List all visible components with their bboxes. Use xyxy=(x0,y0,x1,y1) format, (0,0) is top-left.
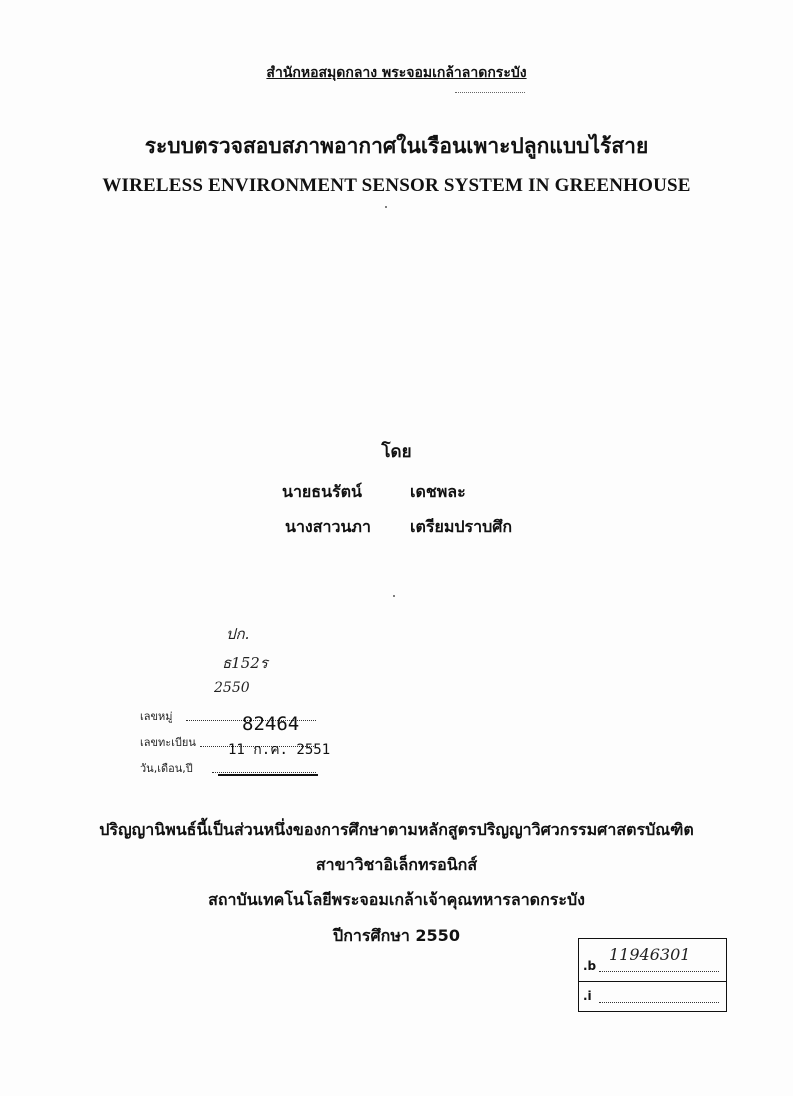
degree-statement-line-1: ปริญญานิพนธ์นี้เป็นส่วนหนึ่งของการศึกษาตามหลักสูตรปริญญาวิศวกรรมศาสตรบัณฑิต xyxy=(99,820,694,839)
scan-speck xyxy=(385,206,387,208)
box-divider xyxy=(579,981,726,982)
degree-department: สาขาวิชาอิเล็กทรอนิกส์ xyxy=(315,855,478,874)
call-no-label: เลขหมู่ xyxy=(140,710,173,723)
registration-number-value: 82464 xyxy=(242,713,300,735)
thesis-title-english: WIRELESS ENVIRONMENT SENSOR SYSTEM IN GREENHOUSE xyxy=(102,175,691,196)
registration-date-value: 11 ก.ค. 2551 xyxy=(228,742,331,758)
date-label: วัน,เดือน,ปี xyxy=(140,762,193,775)
barcode-i-dotted-line xyxy=(599,1002,719,1003)
call-number-handwritten-2: ธ152ร xyxy=(222,654,268,672)
degree-institution: สถาบันเทคโนโลยีพระจอมเกล้าเจ้าคุณทหารลาดกระบัง xyxy=(208,890,585,909)
author-1-first-name: นายธนรัตน์ xyxy=(282,482,362,501)
registration-stamp xyxy=(140,700,340,780)
library-stamp: สำนักหอสมุดกลาง พระจอมเกล้าลาดกระบัง xyxy=(266,65,527,81)
barcode-i-label: .i xyxy=(583,989,592,1003)
call-number-handwritten-3: 2550 xyxy=(214,680,250,696)
registration-number-label: เลขทะเบียน xyxy=(140,736,196,749)
thesis-title-thai: ระบบตรวจสอบสภาพอากาศในเรือนเพาะปลูกแบบไร้สาย xyxy=(144,134,649,158)
academic-year: ปีการศึกษา 2550 xyxy=(333,926,460,945)
author-2-first-name: นางสาวนภา xyxy=(285,517,371,536)
stamp-dotted-line xyxy=(455,92,525,93)
barcode-b-value: 11946301 xyxy=(609,945,691,964)
scan-speck xyxy=(393,595,395,597)
by-label: โดย xyxy=(381,442,412,462)
barcode-b-label: .b xyxy=(583,959,597,973)
author-2-last-name: เตรียมปราบศึก xyxy=(410,517,513,536)
stamp-underline xyxy=(218,774,318,776)
barcode-record-box xyxy=(578,938,727,1012)
date-dotted-line xyxy=(212,772,316,773)
call-number-handwritten-1: ปก. xyxy=(226,625,250,643)
author-1-last-name: เดชพละ xyxy=(410,482,466,501)
barcode-b-dotted-line xyxy=(599,971,719,972)
